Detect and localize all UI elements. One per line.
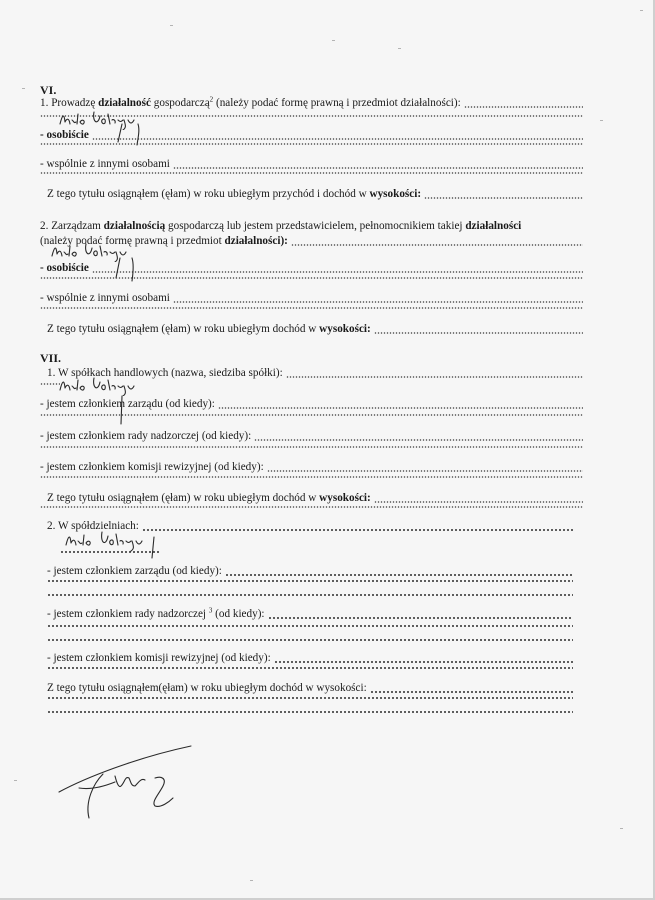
s7-item1-income — [47, 492, 583, 505]
personally-label: - osobiście — [40, 129, 89, 141]
s6-item1-text: 1. Prowadzę działalność gospodarczą$^2$ (należy podać formę prawną i przedmiot działalności): — [40, 95, 461, 109]
dotted-fill — [274, 661, 573, 663]
s7-item2-supervisory — [47, 608, 573, 621]
blank-dotted-line — [40, 307, 583, 311]
s7-item1-board — [40, 398, 583, 411]
dotted-fill — [173, 167, 583, 169]
s7-item1-audit — [40, 461, 583, 474]
blank-dotted-line — [47, 639, 573, 643]
handwritten-answer-s6-1 — [58, 108, 140, 130]
dotted-fill — [92, 271, 583, 273]
blank-dotted-line — [40, 506, 583, 510]
scan-speck — [22, 88, 25, 89]
blank-dotted-line — [60, 551, 573, 555]
dotted-fill — [60, 551, 160, 553]
dotted-fill — [40, 446, 583, 448]
dotted-fill — [47, 625, 573, 627]
dotted-fill — [291, 244, 583, 246]
s6-item1-personally — [40, 129, 583, 142]
personally-label: - osobiście — [40, 262, 89, 274]
companies-label: 1. W spółkach handlowych (nazwa, siedziba spółki): — [47, 367, 283, 379]
section-7-heading: VII. — [40, 351, 62, 365]
scan-speck — [170, 25, 173, 26]
s6-item1-income — [47, 188, 583, 201]
dotted-fill — [254, 439, 583, 441]
scan-speck — [250, 880, 253, 881]
blank-dotted-line — [47, 697, 573, 701]
blank-dotted-line — [47, 625, 573, 629]
dotted-fill — [374, 332, 583, 334]
s6-item2-personally — [40, 262, 583, 275]
dotted-fill — [40, 115, 583, 117]
scan-speck — [14, 780, 17, 781]
dotted-fill — [464, 106, 583, 108]
dotted-fill — [286, 376, 583, 378]
dotted-fill — [47, 639, 573, 641]
cooperatives-label: 2. W spółdzielniach: — [47, 520, 139, 532]
s6-item2-line1 — [40, 220, 583, 233]
s6-item2-jointly — [40, 292, 583, 305]
dotted-fill — [92, 138, 583, 140]
s6-item1-jointly — [40, 158, 583, 171]
dotted-fill — [173, 301, 583, 303]
dotted-fill — [40, 307, 583, 309]
scan-speck — [398, 48, 401, 49]
section-6-heading: VI. — [40, 83, 57, 97]
blank-dotted-line — [40, 277, 583, 281]
blank-dotted-line — [40, 143, 583, 147]
audit-label: - jestem członkiem komisji rewizyjnej (od kiedy): — [47, 652, 271, 664]
dotted-fill — [47, 697, 573, 699]
dotted-fill — [40, 143, 583, 145]
s7-item2-income — [47, 682, 573, 695]
income-label: Z tego tytułu osiągnąłem (ęłam) w roku ubiegłym dochód w wysokości: — [47, 323, 371, 335]
audit-label: - jestem członkiem komisji rewizyjnej (od kiedy): — [40, 461, 264, 473]
blank-dotted-line — [40, 172, 583, 176]
dotted-fill — [225, 574, 573, 576]
supervisory-label: - jestem członkiem rady nadzorczej $^3$ (od kiedy): — [47, 606, 265, 620]
dotted-fill — [268, 617, 573, 619]
s7-item2-audit — [47, 652, 573, 665]
scan-speck — [332, 40, 335, 41]
dotted-fill — [40, 172, 583, 174]
blank-dotted-line — [47, 711, 573, 715]
dotted-fill — [40, 476, 583, 478]
s6-item2-income — [47, 323, 583, 336]
dotted-fill — [40, 383, 60, 385]
blank-dotted-line — [40, 446, 583, 450]
scan-speck — [600, 120, 603, 121]
s6-item2-text: 2. Zarządzam działalnością gospodarczą lub jestem przedstawicielem, pełnomocnikiem takiej działalności — [40, 220, 522, 232]
blank-dotted-line — [40, 414, 583, 418]
dotted-fill — [267, 470, 583, 472]
s6-item1-answer-line — [40, 115, 583, 119]
dotted-fill — [47, 580, 573, 582]
blank-dotted-line — [47, 580, 573, 584]
income-label: Z tego tytułu osiągnąłem (ęłam) w roku ubiegłym dochód w wysokości: — [47, 492, 371, 504]
blank-dotted-line — [47, 594, 573, 598]
s7-item1-title — [47, 367, 583, 380]
dotted-fill — [47, 711, 573, 713]
s7-item2-board — [47, 565, 573, 578]
dotted-fill — [142, 529, 573, 531]
dotted-fill — [424, 197, 583, 199]
dotted-fill — [40, 506, 583, 508]
dotted-fill — [47, 594, 573, 596]
blank-dotted-line — [47, 667, 573, 671]
s7-item1-supervisory — [40, 430, 583, 443]
s7-item2-title — [47, 520, 573, 533]
jointly-label: - wspólnie z innymi osobami — [40, 158, 170, 170]
board-label: - jestem członkiem zarządu (od kiedy): — [40, 398, 215, 410]
supervisory-label: - jestem członkiem rady nadzorczej (od kiedy): — [40, 430, 252, 442]
scan-speck — [620, 828, 623, 829]
blank-dotted-line — [40, 476, 583, 480]
income-label: Z tego tytułu osiągnąłem (ęłam) w roku ubiegłym przychód i dochód w wysokości: — [47, 188, 422, 200]
jointly-label: - wspólnie z innymi osobami — [40, 292, 170, 304]
blank-dotted-line — [40, 383, 583, 387]
s6-item2-text-2: (należy podać formę prawną i przedmiot działalności): — [40, 235, 288, 247]
dotted-fill — [370, 691, 573, 693]
dotted-fill — [47, 667, 573, 669]
dotted-fill — [40, 277, 583, 279]
s6-item1-line — [40, 97, 583, 110]
handwritten-signature — [55, 742, 200, 822]
s6-item2-line2 — [40, 235, 583, 248]
dotted-fill — [40, 414, 583, 416]
income-label: Z tego tytułu osiągnąłem(ęłam) w roku ubiegłym dochód w wysokości: — [47, 682, 367, 694]
dotted-fill — [218, 407, 583, 409]
dotted-fill — [374, 501, 583, 503]
board-label: - jestem członkiem zarządu (od kiedy): — [47, 565, 222, 577]
scan-speck — [640, 10, 643, 11]
